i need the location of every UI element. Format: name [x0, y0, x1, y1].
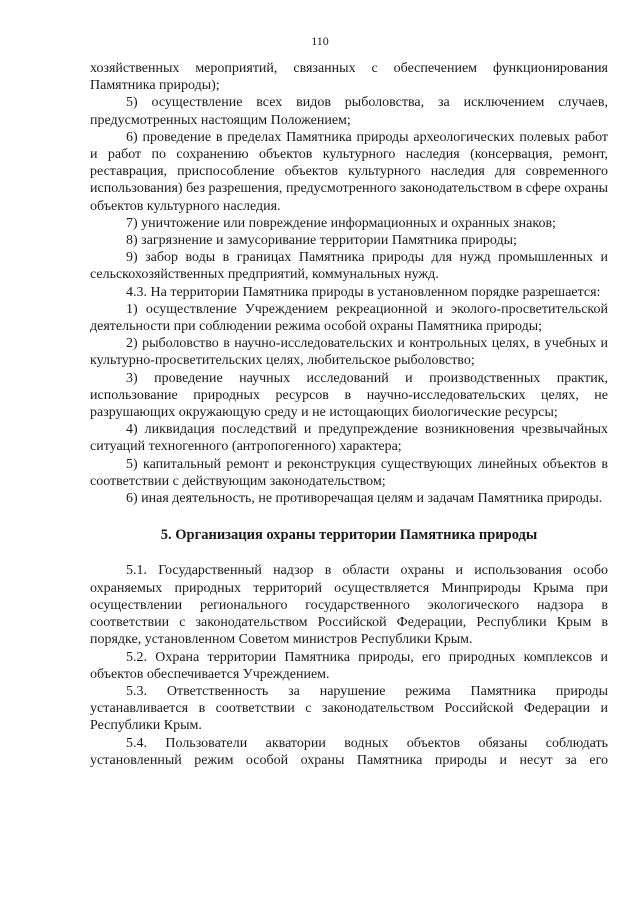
paragraph: 4.3. На территории Памятника природы в установленном порядке разрешается:	[126, 284, 601, 300]
paragraph: 5.2. Охрана территории Памятника природы, его природных комплексов и объектов обеспечивается Учреждением.	[90, 649, 608, 682]
paragraph: хозяйственных мероприятий, связанных с обеспечением функционирования Памятника природы);	[90, 61, 608, 94]
paragraph: 8) загрязнение и замусоривание территории Памятника природы;	[126, 233, 517, 249]
paragraph: 2) рыболовство в научно-исследовательских и контрольных целях, в учебных и культурно-просветительских целях, любительское рыболовство;	[90, 336, 608, 369]
paragraph: 6) проведение в пределах Памятника природы археологических полевых работ и работ по сохранению объектов культурного наследия (консервация, ремонт, реставрация, приспособление объектов культурного наследия для современного использования) без разрешения, предусмотренного законодательством в сфере охраны объектов культурного наследия.	[90, 129, 608, 214]
paragraph: 9) забор воды в границах Памятника природы для нужд промышленных и сельскохозяйственных предприятий, коммунальных нужд.	[90, 250, 608, 283]
paragraph: 7) уничтожение или повреждение информационных и охранных знаков;	[126, 215, 556, 231]
paragraph: 3) проведение научных исследований и производственных практик, использование природных ресурсов в научно-исследовательских целях, не разрушающих окружающую среду и не истощающих биологические ресурсы;	[90, 370, 608, 421]
paragraph: 5.4. Пользователи акватории водных объектов обязаны соблюдать установленный режим особой охраны Памятника природы и несут за его	[90, 735, 608, 768]
paragraph: 5.3. Ответственность за нарушение режима Памятника природы устанавливается в соответствии с законодательством Российской Федерации и Республики Крым.	[90, 683, 608, 734]
paragraph: 5.1. Государственный надзор в области охраны и использования особо охраняемых природных территорий осуществляется Минприроды Крыма при осуществлении регионального государственного экологического надзора в соответствии с законодательством Российской Федерации, Республики Крым в порядке, установленном Советом министров Республики Крым.	[90, 563, 608, 648]
section-heading: 5. Организация охраны территории Памятника природы	[160, 527, 538, 544]
paragraph: 1) осуществление Учреждением рекреационной и эколого-просветительской деятельности при соблюдении режима особой охраны Памятника природы;	[90, 301, 608, 335]
document-body	[90, 60, 608, 769]
paragraph: 5) осуществление всех видов рыболовства, за исключением случаев, предусмотренных настоящим Положением;	[90, 95, 608, 128]
paragraph: 5) капитальный ремонт и реконструкция существующих линейных объектов в соответствии с действующим законодательством;	[90, 456, 608, 489]
paragraph: 4) ликвидация последствий и предупреждение возникновения чрезвычайных ситуаций техногенного (антропогенного) характера;	[90, 422, 608, 455]
paragraph: 6) иная деятельность, не противоречащая целям и задачам Памятника природы.	[126, 491, 603, 507]
page-number: 110	[311, 34, 329, 48]
